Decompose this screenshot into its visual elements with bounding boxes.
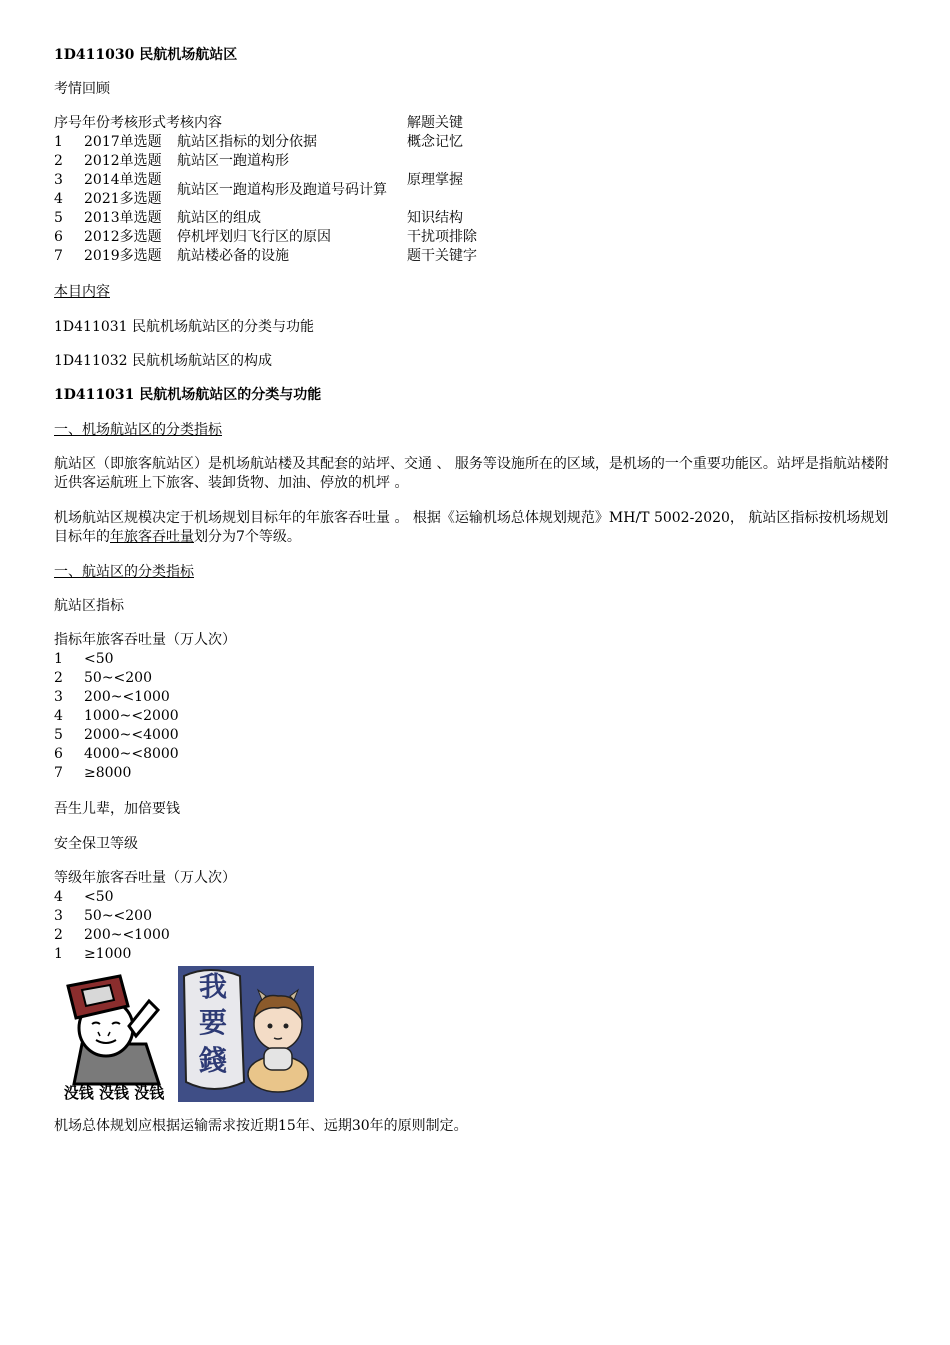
contents-item: 1D411031 民航机场航站区的分类与功能 bbox=[54, 319, 315, 335]
header-year: 年份 bbox=[82, 115, 110, 131]
table-row: 3 2014单选题 航站区一跑道构形及跑道号码计算 原理掌握 bbox=[54, 172, 463, 198]
meme-no-money-illustration bbox=[54, 966, 174, 1103]
table-row: 1 2017单选题 航站区指标的划分依据 概念记忆 bbox=[54, 134, 463, 150]
table-row: 7 2019多选题 航站楼必备的设施 题干关键字 bbox=[54, 248, 477, 264]
review-table-grid bbox=[54, 114, 477, 266]
security-table-header: 等级年旅客吞吐量（万人次） bbox=[54, 870, 236, 886]
sub-heading-2: 一、航站区的分类指标 bbox=[54, 564, 194, 580]
meme-caption-char-2: 要 bbox=[198, 1006, 228, 1039]
review-table-header bbox=[54, 114, 477, 133]
review-heading: 考情回顾 bbox=[54, 81, 110, 97]
contents-item: 1D411032 民航机场航站区的构成 bbox=[54, 353, 273, 369]
table-row: 2 2012单选题 航站区一跑道构形 bbox=[54, 153, 289, 169]
table-row: 4 2021多选题 bbox=[54, 191, 162, 207]
header-type: 考核形式 bbox=[110, 115, 166, 131]
table-row: 4 1000~<2000 bbox=[54, 708, 179, 724]
index-label: 航站区指标 bbox=[54, 598, 124, 614]
sub-heading-1: 一、机场航站区的分类指标 bbox=[54, 422, 222, 438]
paragraph-terminal-area: 航站区（即旅客航站区）是机场航站楼及其配套的站坪、交通 、 服务等设施所在的区域，是机场的一个重要功能区。站坪是指航站楼附近供客运航班上下旅客、装卸货物、加油、停放的机坪 。 bbox=[54, 456, 889, 491]
meme-caption-char-1: 我 bbox=[198, 970, 228, 1003]
table-row: 2 50~<200 bbox=[54, 670, 152, 686]
meme-want-money bbox=[178, 966, 314, 1102]
table-row: 2 200~<1000 bbox=[54, 927, 170, 943]
meme-want-money-illustration bbox=[178, 966, 314, 1102]
index-table bbox=[54, 631, 236, 783]
paragraph-scale: 机场航站区规模决定于机场规划目标年的年旅客吞吐量 。 根据《运输机场总体规划规范》MH/T 5002-2020， 航站区指标按机场规划目标年的年旅客吞吐量划分为7个等级。 bbox=[54, 510, 889, 545]
table-row: 5 2000~<4000 bbox=[54, 727, 179, 743]
security-table bbox=[54, 869, 236, 964]
table-row: 7 ≥8000 bbox=[54, 765, 132, 781]
table-row: 6 2012多选题 停机坪划归飞行区的原因 干扰项排除 bbox=[54, 229, 477, 245]
table-row: 3 200~<1000 bbox=[54, 689, 170, 705]
section-title: 1D411031 民航机场航站区的分类与功能 bbox=[54, 387, 322, 403]
meme-no-money bbox=[54, 966, 174, 1103]
security-table-grid bbox=[54, 869, 236, 964]
contents-heading: 本目内容 bbox=[54, 284, 110, 300]
index-table-header: 指标年旅客吞吐量（万人次） bbox=[54, 632, 236, 648]
table-row: 3 50~<200 bbox=[54, 908, 152, 924]
table-row: 1 ≥1000 bbox=[54, 946, 132, 962]
header-no: 序号 bbox=[54, 115, 82, 131]
table-row: 4 <50 bbox=[54, 889, 114, 905]
meme-no-money-caption: 没钱 没钱 没钱 bbox=[63, 1084, 165, 1102]
security-label: 安全保卫等级 bbox=[54, 836, 138, 852]
table-row: 5 2013单选题 航站区的组成 知识结构 bbox=[54, 210, 463, 226]
meme-caption-char-3: 錢 bbox=[198, 1044, 228, 1077]
mnemonic: 吾生儿辈，加倍要钱 bbox=[54, 801, 180, 817]
table-row: 1 <50 bbox=[54, 651, 114, 667]
table-row: 6 4000~<8000 bbox=[54, 746, 179, 762]
final-paragraph: 机场总体规划应根据运输需求按近期15年、远期30年的原则制定。 bbox=[54, 1118, 468, 1134]
review-table bbox=[54, 114, 477, 266]
header-content: 考核内容 bbox=[166, 115, 222, 131]
index-table-grid bbox=[54, 631, 236, 783]
doc-title: 1D411030 民航机场航站区 bbox=[54, 47, 238, 63]
header-key: 解题关键 bbox=[407, 115, 463, 131]
